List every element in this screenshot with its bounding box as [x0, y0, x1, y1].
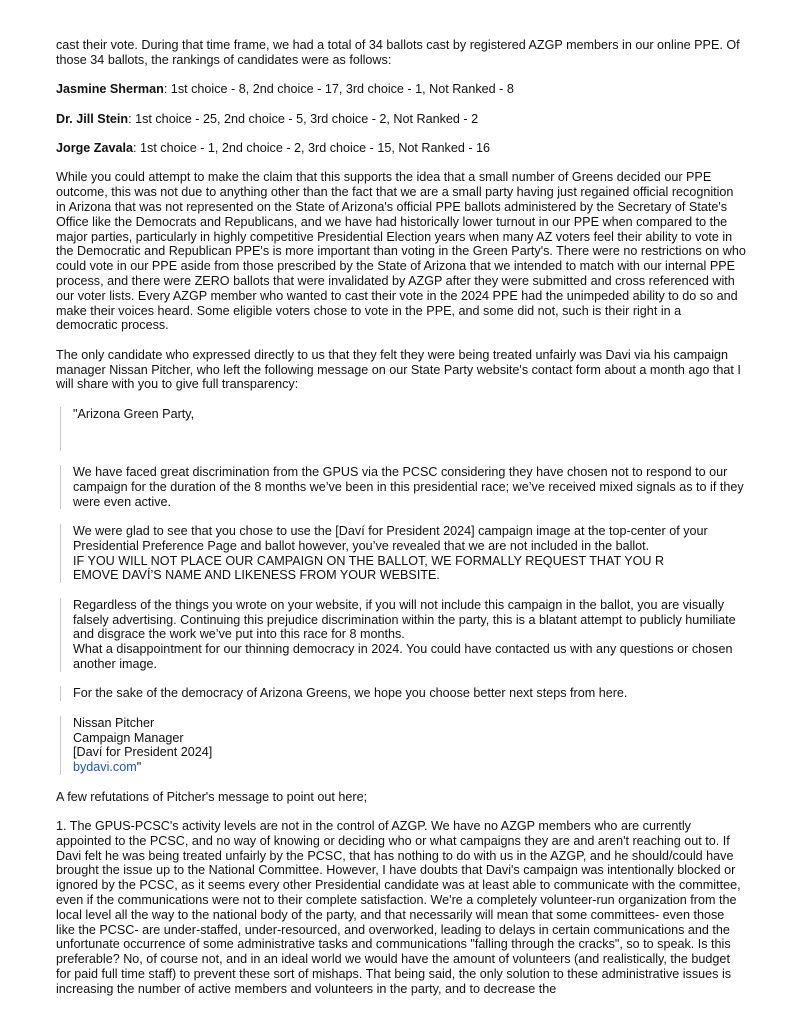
quote-block-2	[60, 524, 746, 583]
signature-link-line	[73, 760, 746, 775]
quote-paragraph: IF YOU WILL NOT PLACE OUR CAMPAIGN ON THE BALLOT, WE FORMALLY REQUEST THAT YOU R	[73, 553, 665, 568]
signature-org: [Daví for President 2024]	[73, 745, 213, 760]
refutations-intro: A few refutations of Pitcher's message to point out here;	[56, 789, 368, 804]
intro-paragraph: cast their vote. During that time frame, we had a total of 34 ballots cast by registered AZGP members in our online PPE. Of those 34 ballots, the rankings of candidates were as follows:	[56, 38, 740, 67]
quote-greeting: "Arizona Green Party,	[73, 406, 195, 421]
candidate-name: Dr. Jill Stein	[56, 111, 129, 126]
quote-spacer	[73, 422, 746, 451]
signature-title: Campaign Manager	[73, 730, 184, 745]
quote-paragraph: What a disappointment for our thinning democracy in 2024. You could have contacted us with any questions or chosen another image.	[73, 642, 733, 672]
quote-signature	[60, 716, 746, 775]
document-body	[56, 38, 746, 1011]
closing-quote: "	[136, 760, 142, 775]
quote-paragraph: We were glad to see that you chose to use the [Daví for President 2024] campaign image at the top-center of your Presidential Preference Page and ballot however, you’ve revealed that we are not included in the ballot.	[73, 524, 708, 553]
candidate-line-zavala	[56, 141, 746, 156]
candidate-line-sherman	[56, 82, 746, 97]
candidate-name: Jasmine Sherman	[56, 82, 164, 97]
quote-block-4	[60, 686, 746, 701]
claim-paragraph: While you could attempt to make the claim that this supports the idea that a small number of Greens decided our PPE outcome, this was not due to anything other than the fact that we are a small party having just regained official recognition in Arizona that was not represented on the State of Arizona's official PPE ballots administered by the Secretary of State's Office like the Democrats and Republicans, and we have had historically lower turnout in our PPE when compared to the major parties, particularly in highly competitive Presidential Election years when many AZ voters feel their ability to vote in the Democratic and Republican PPE's is more important than voting in the Green Party's. There were no restrictions on who could vote in our PPE aside from those prescribed by the State of Arizona that we intended to match with our internal PPE process, and there were ZERO ballots that were invalidated by AZGP after they were submitted and cross referenced with our voter lists. Every AZGP member who wanted to cast their vote in the 2024 PPE had the unimpeded ability to do so and make their voices heard. Some eligible voters chose to vote in the PPE, and some did not, such is their right in a democratic process.	[56, 170, 746, 333]
quote-greeting-block	[60, 407, 746, 451]
candidate-rankings: : 1st choice - 25, 2nd choice - 5, 3rd choice - 2, Not Ranked - 2	[128, 111, 479, 126]
candidate-name: Jorge Zavala	[56, 140, 134, 155]
refutation-1: 1. The GPUS-PCSC's activity levels are not in the control of AZGP. We have no AZGP members who are currently appointed to the PCSC, and no way of knowing or deciding who or what campaigns they are and aren't reaching out to. If Davi felt he was being treated unfairly by the PCSC, that has nothing to do with us in the AZGP, and he should/could have brought the issue up to the National Committee. However, I have doubts that Davi's campaign was intentionally blocked or ignored by the PCSC, as it seems every other Presidential candidate was at least able to communicate with the committee, even if the communications were not to their complete satisfaction. We're a completely volunteer-run organization from the local level all the way to the national body of the party, and that necessarily will mean that some committees- even those like the PCSC- are under-staffed, under-resourced, and overworked, leading to delays in certain communications and the unfortunate occurrence of some administrative tasks and communications "falling through the cracks", so to speak. Is this preferable? No, of course not, and in an ideal world we would have the amount of volunteers (and realistically, the budget for paid full time staff) to prevent these sort of mishaps. That being said, the only solution to these administrative issues is increasing the number of active members and volunteers in the party, and to decrease the	[56, 819, 741, 996]
signature-name: Nissan Pitcher	[73, 715, 155, 730]
only-candidate-paragraph: The only candidate who expressed directly to us that they felt they were being treated unfairly was Davi via his campaign manager Nissan Pitcher, who left the following message on our State Party website's contact form about a month ago that I will share with you to give full transparency:	[56, 347, 741, 392]
campaign-website-link[interactable]: bydavi.com	[73, 760, 137, 775]
quote-block-1	[60, 465, 746, 509]
candidate-line-stein	[56, 112, 746, 127]
quote-paragraph: For the sake of the democracy of Arizona Greens, we hope you choose better next steps from here.	[73, 686, 628, 701]
quote-paragraph: EMOVE DAVÍ’S NAME AND LIKENESS FROM YOUR WEBSITE.	[73, 568, 440, 583]
quote-paragraph: Regardless of the things you wrote on your website, if you will not include this campaign in the ballot, you are visually falsely advertising. Continuing this prejudice discrimination within the party, this is a blatant attempt to publicly humiliate and disgrace the work we’ve put into this race for 8 months.	[73, 597, 736, 642]
quote-paragraph: We have faced great discrimination from the GPUS via the PCSC considering they have chosen not to respond to our campaign for the duration of the 8 months we’ve been in this presidential race; we’ve received mixed signals as to if they were even active.	[73, 465, 744, 509]
quote-block-3	[60, 598, 746, 672]
candidate-rankings: : 1st choice - 1, 2nd choice - 2, 3rd choice - 15, Not Ranked - 16	[133, 140, 491, 155]
candidate-rankings: : 1st choice - 8, 2nd choice - 17, 3rd choice - 1, Not Ranked - 8	[163, 82, 514, 97]
